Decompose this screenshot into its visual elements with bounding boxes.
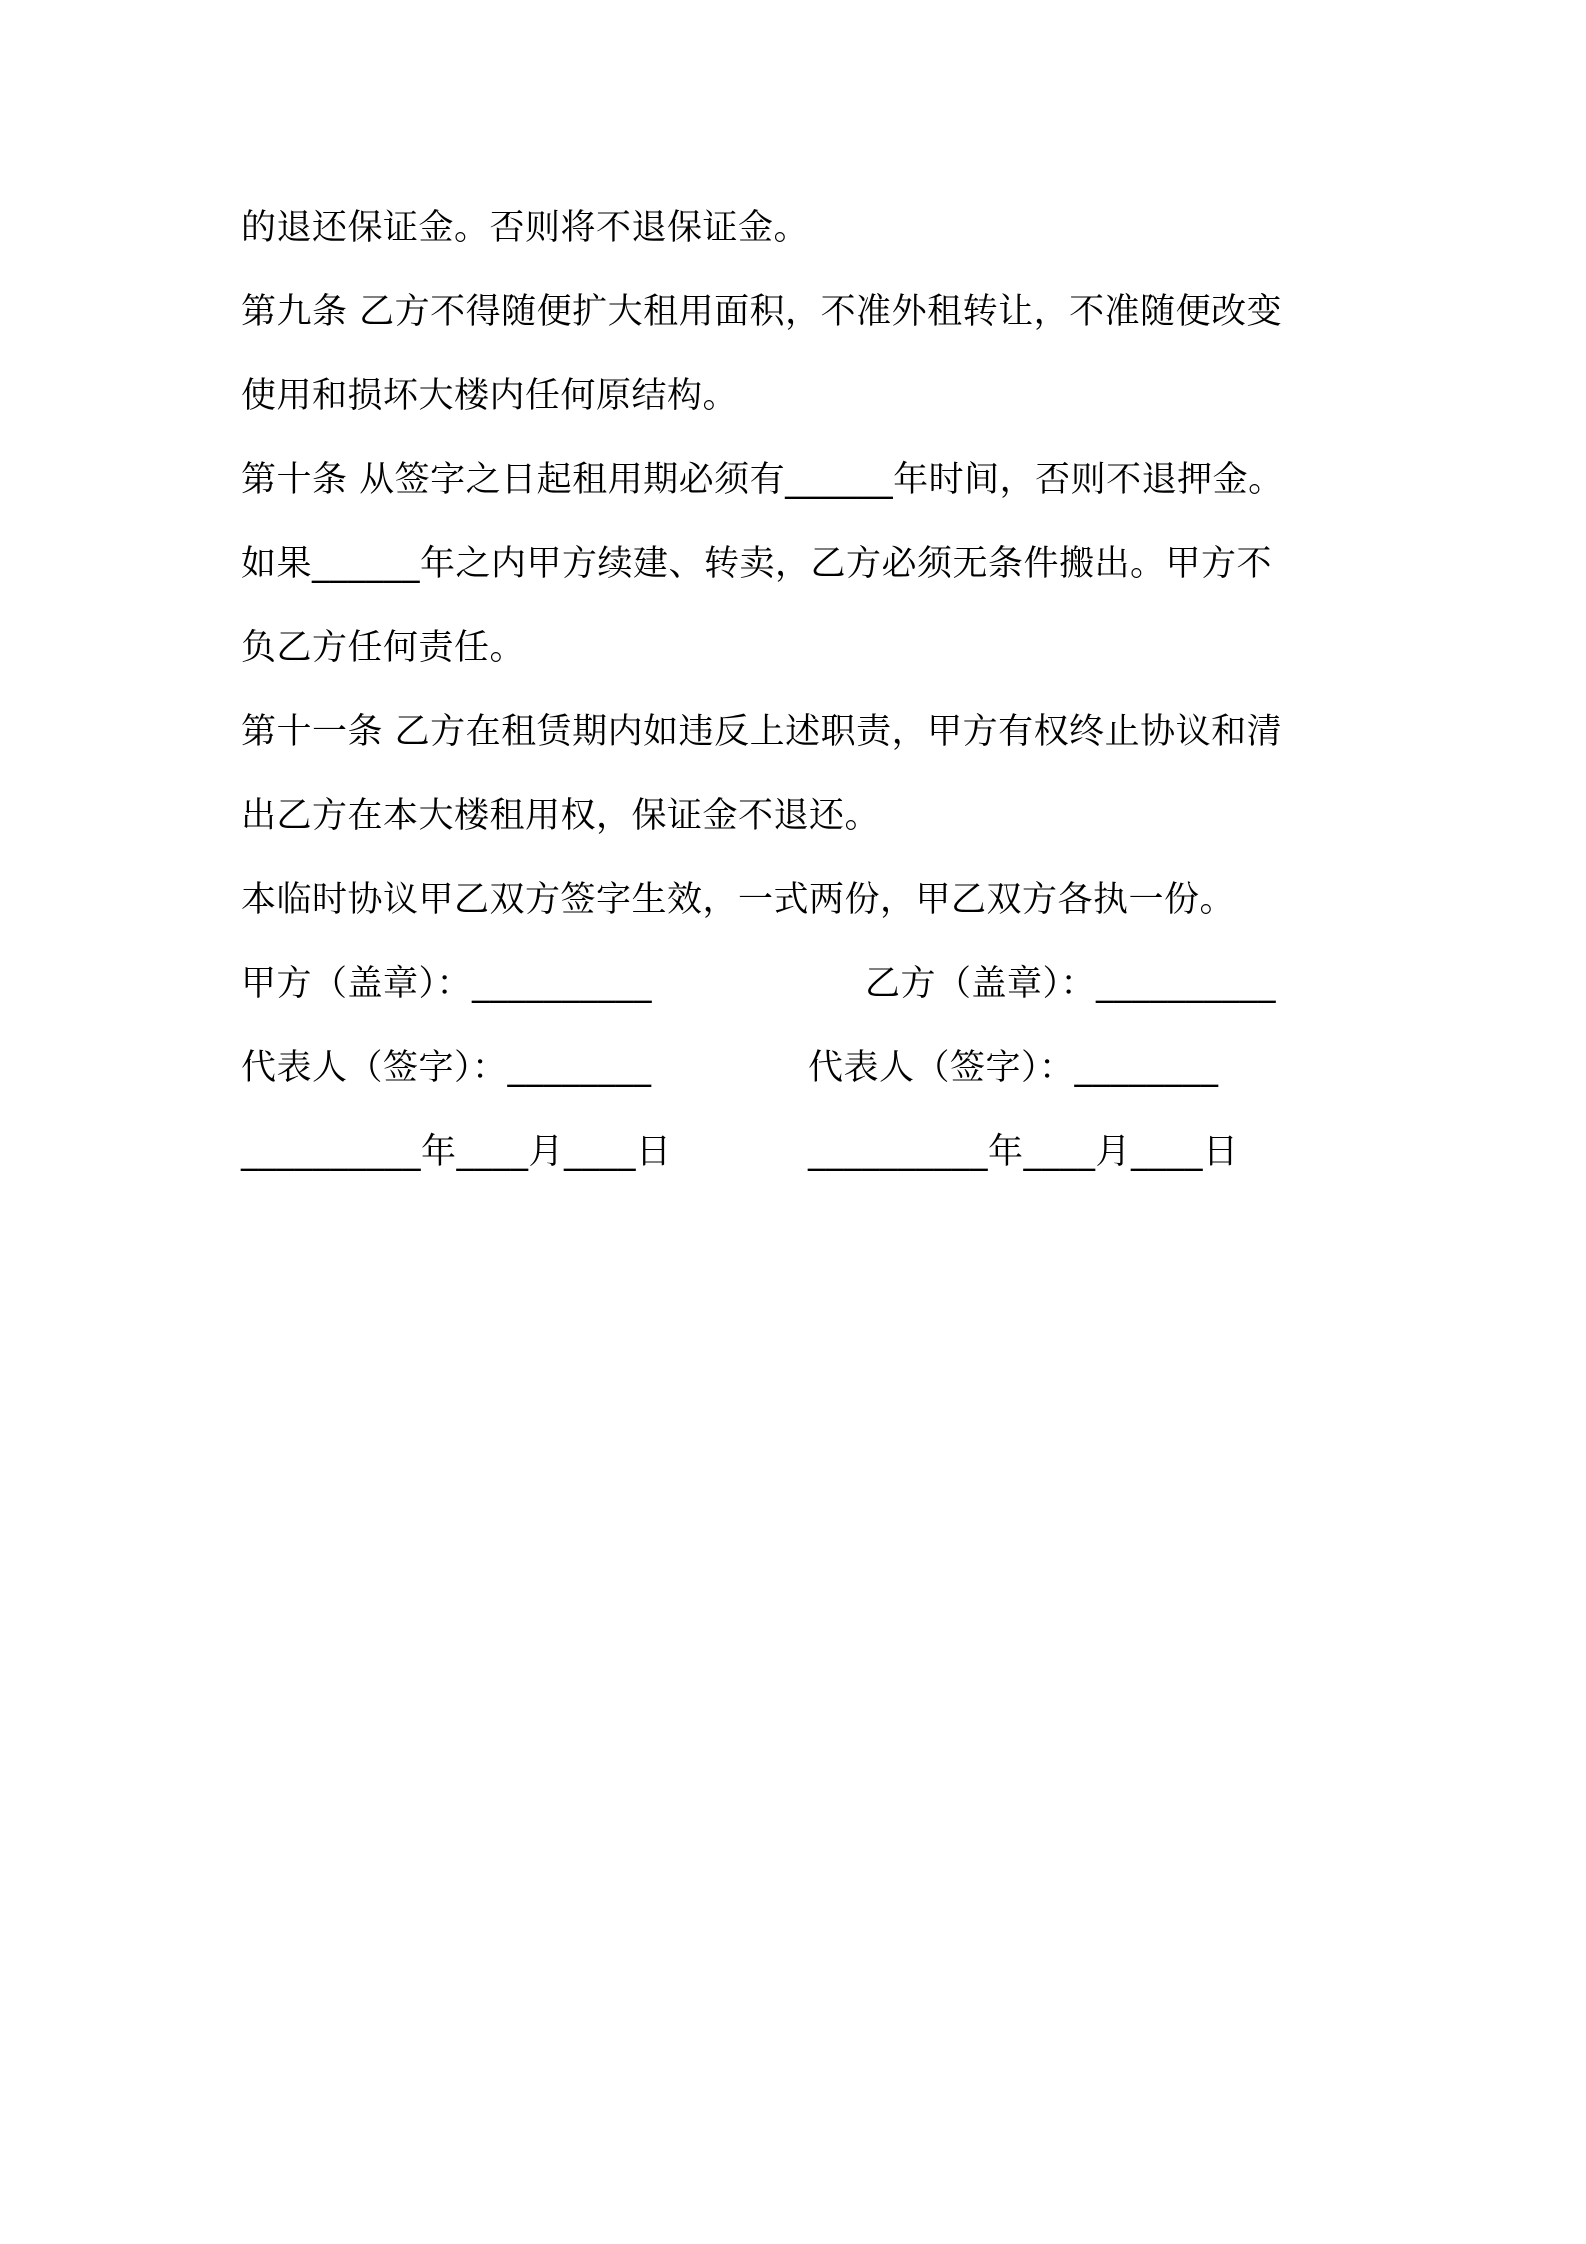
article-9-line-1: 第九条 乙方不得随便扩大租用面积，不准外租转让，不准随便改变: [241, 292, 1283, 332]
paragraph-line-1: 的退还保证金。否则将不退保证金。: [241, 208, 810, 248]
article-10-line-1: 第十条 从签字之日起租用期必须有______年时间，否则不退押金。: [241, 460, 1284, 500]
article-10-line-2: 如果______年之内甲方续建、转卖，乙方必须无条件搬出。甲方不: [241, 544, 1273, 584]
party-b-seal-field: 乙方（盖章）：__________: [865, 964, 1277, 1004]
party-a-date-field: __________年____月____日: [241, 1132, 672, 1172]
article-10-line-3: 负乙方任何责任。: [241, 628, 526, 668]
party-a-representative-field: 代表人（签字）：________: [241, 1048, 652, 1088]
article-9-line-2: 使用和损坏大楼内任何原结构。: [241, 376, 739, 416]
party-b-representative-field: 代表人（签字）：________: [808, 1048, 1219, 1088]
article-11-line-2: 出乙方在本大楼租用权，保证金不退还。: [241, 796, 881, 836]
closing-statement: 本临时协议甲乙双方签字生效，一式两份，甲乙双方各执一份。: [241, 880, 1236, 920]
article-11-line-1: 第十一条 乙方在租赁期内如违反上述职责，甲方有权终止协议和清: [241, 712, 1283, 752]
party-b-date-field: __________年____月____日: [808, 1132, 1239, 1172]
party-a-seal-field: 甲方（盖章）：__________: [241, 964, 653, 1004]
